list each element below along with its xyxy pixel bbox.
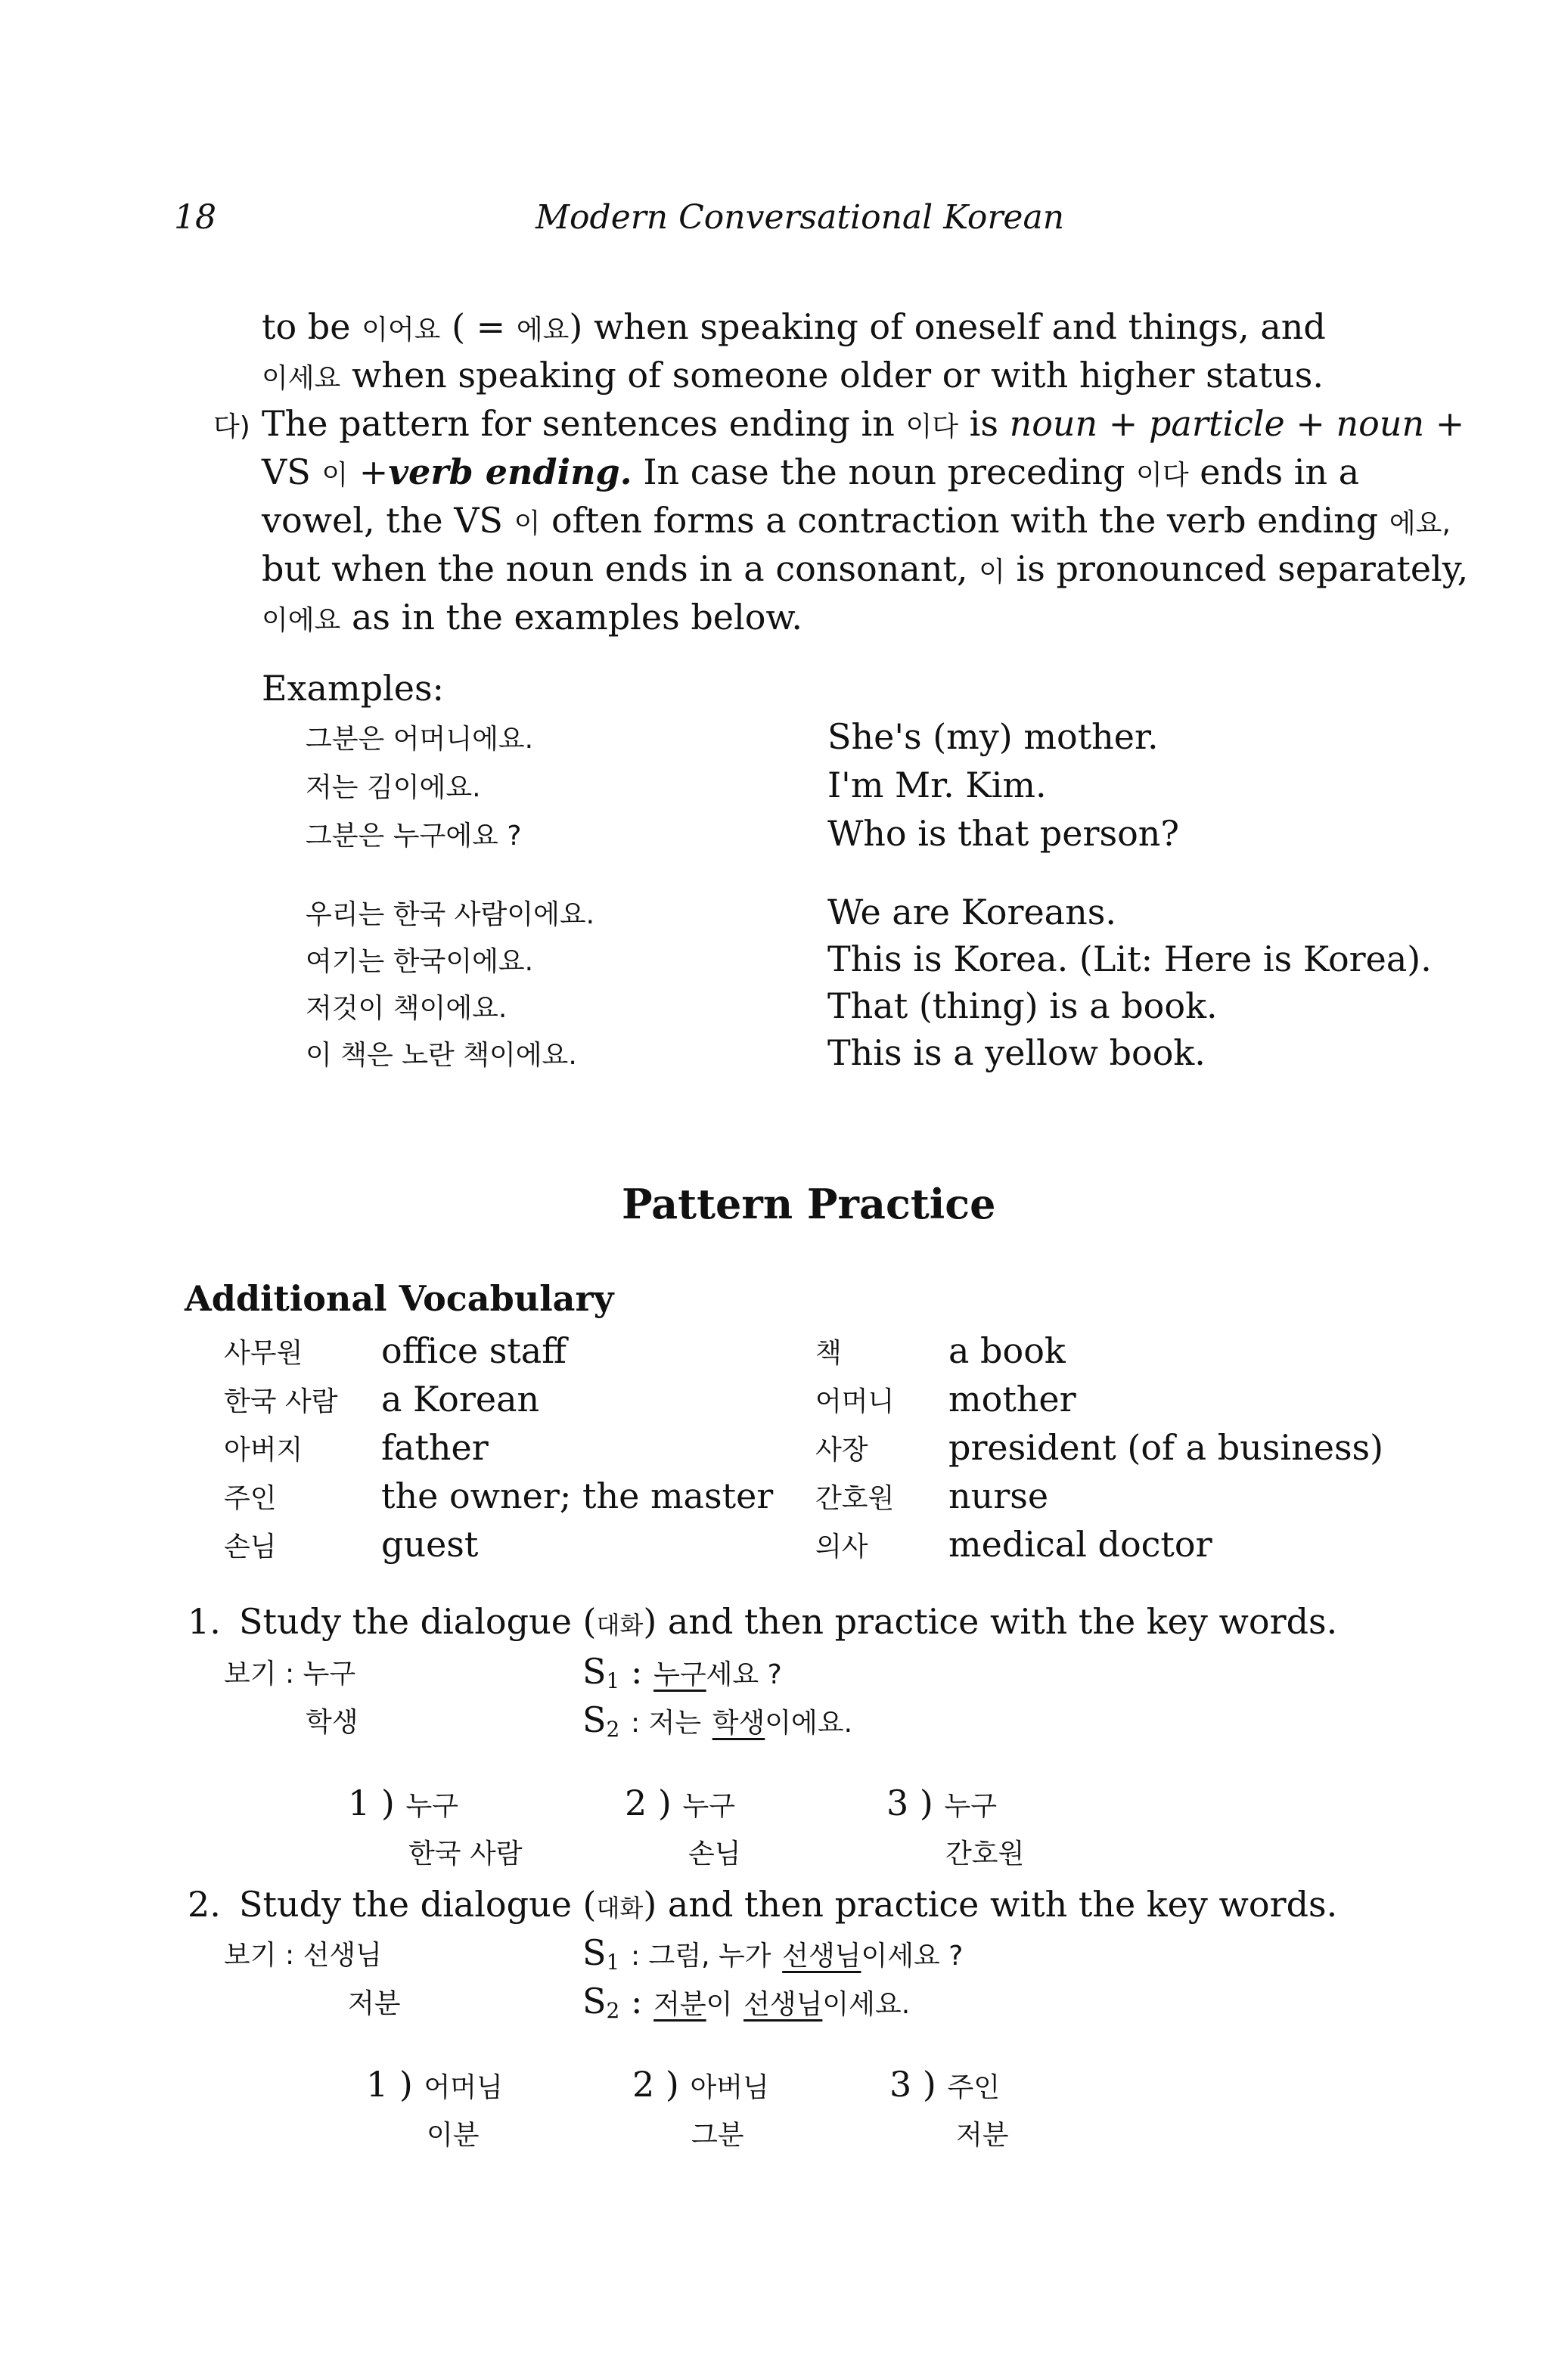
vocab-right-en-1: a book bbox=[948, 1330, 1066, 1371]
vocab-left-en-4: the owner; the master bbox=[381, 1475, 774, 1516]
vocab-right-en-4: nurse bbox=[948, 1475, 1049, 1516]
example-ko-2: 저는 김이에요. bbox=[306, 772, 481, 803]
vocab-left-ko-5: 손님 bbox=[224, 1531, 277, 1562]
example-en-7: This is a yellow book. bbox=[827, 1032, 1206, 1073]
vocab-right-ko-1: 책 bbox=[815, 1338, 842, 1369]
section-title: Pattern Practice bbox=[622, 1180, 996, 1228]
para-line-4: VS 이 +verb ending. In case the noun preceding 이다 ends in a bbox=[262, 451, 1360, 492]
vocab-left-ko-3: 아버지 bbox=[224, 1435, 303, 1466]
para-line-7: 이에요 as in the examples below. bbox=[262, 597, 802, 638]
vocab-right-ko-4: 간호원 bbox=[815, 1483, 895, 1514]
exercise-2-bogi-2: 저분 bbox=[348, 1988, 401, 2019]
exercise-2-key-2: 2 ) 아버님 bbox=[632, 2064, 769, 2105]
vocab-left-en-3: father bbox=[381, 1427, 489, 1468]
exercise-1-key-2: 2 ) 누구 bbox=[625, 1783, 736, 1823]
example-en-5: This is Korea. (Lit: Here is Korea). bbox=[827, 939, 1432, 979]
vocab-right-en-2: mother bbox=[948, 1379, 1076, 1420]
para-marker: 다) bbox=[213, 411, 250, 442]
exercise-2-key-1-b: 이분 bbox=[427, 2120, 480, 2151]
vocab-left-en-5: guest bbox=[381, 1524, 479, 1565]
example-ko-5: 여기는 한국이에요. bbox=[306, 946, 534, 977]
para-line-3: The pattern for sentences ending in 이다 is noun + particle + noun + bbox=[262, 403, 1465, 444]
example-en-3: Who is that person? bbox=[827, 813, 1180, 854]
example-ko-4: 우리는 한국 사람이에요. bbox=[306, 899, 595, 930]
exercise-1-bogi-2: 학생 bbox=[306, 1707, 359, 1738]
vocab-left-ko-2: 한국 사람 bbox=[224, 1386, 338, 1417]
vocab-heading: Additional Vocabulary bbox=[185, 1278, 614, 1319]
exercise-1-instruction: Study the dialogue (대화) and then practice with the key words. bbox=[239, 1601, 1338, 1642]
exercise-1-bogi: 보기 : 누구 bbox=[224, 1659, 356, 1690]
exercise-2-number: 2. bbox=[188, 1884, 221, 1925]
exercise-2-key-1: 1 ) 어머님 bbox=[366, 2064, 503, 2105]
example-en-2: I'm Mr. Kim. bbox=[827, 765, 1047, 805]
exercise-2-s1: $S_1$ : 그럼, 누가 선생님이세요 ? bbox=[582, 1932, 964, 1975]
example-ko-7: 이 책은 노란 책이에요. bbox=[306, 1040, 577, 1071]
vocab-left-en-1: office staff bbox=[381, 1330, 567, 1371]
examples-label: Examples: bbox=[262, 668, 445, 709]
running-title: Modern Conversational Korean bbox=[535, 198, 1065, 237]
vocab-right-ko-3: 사장 bbox=[815, 1435, 868, 1466]
exercise-2-instruction: Study the dialogue (대화) and then practice with the key words. bbox=[239, 1884, 1338, 1925]
example-ko-1: 그분은 어머니에요. bbox=[306, 724, 534, 755]
vocab-right-ko-2: 어머니 bbox=[815, 1386, 895, 1417]
exercise-2-key-3-b: 저분 bbox=[956, 2120, 1009, 2151]
example-ko-3: 그분은 누구에요 ? bbox=[306, 821, 522, 852]
vocab-right-en-3: president (of a business) bbox=[948, 1427, 1384, 1468]
vocab-left-ko-1: 사무원 bbox=[224, 1338, 303, 1369]
exercise-1-key-3: 3 ) 누구 bbox=[886, 1783, 998, 1823]
exercise-2-key-2-b: 그분 bbox=[691, 2120, 744, 2151]
exercise-1-s2: $S_2$ : 저는 학생이에요. bbox=[582, 1699, 853, 1742]
exercise-1-key-3-b: 간호원 bbox=[945, 1839, 1025, 1870]
exercise-1-number: 1. bbox=[188, 1601, 221, 1642]
exercise-1-key-1-b: 한국 사람 bbox=[408, 1839, 523, 1870]
para-line-2: 이세요 when speaking of someone older or with higher status. bbox=[262, 355, 1324, 396]
vocab-right-en-5: medical doctor bbox=[948, 1524, 1212, 1565]
exercise-1-key-2-b: 손님 bbox=[688, 1839, 741, 1870]
exercise-2-key-3: 3 ) 주인 bbox=[889, 2064, 1001, 2105]
para-line-5: vowel, the VS 이 often forms a contraction with the verb ending 에요, bbox=[262, 500, 1451, 541]
vocab-right-ko-5: 의사 bbox=[815, 1531, 868, 1562]
exercise-1-key-1: 1 ) 누구 bbox=[348, 1783, 459, 1823]
vocab-left-en-2: a Korean bbox=[381, 1379, 540, 1420]
para-line-1: to be 이어요 ( = 에요) when speaking of oneself and things, and bbox=[262, 306, 1326, 347]
example-ko-6: 저것이 책이에요. bbox=[306, 993, 508, 1024]
exercise-1-s1: $S_1$ : 누구세요 ? bbox=[582, 1651, 782, 1693]
example-en-1: She's (my) mother. bbox=[827, 716, 1159, 757]
example-en-6: That (thing) is a book. bbox=[827, 985, 1218, 1026]
exercise-2-s2: $S_2$ : 저분이 선생님이세요. bbox=[582, 1981, 911, 2023]
para-line-6: but when the noun ends in a consonant, 이 is pronounced separately, bbox=[262, 548, 1469, 589]
page-number: 18 bbox=[174, 198, 216, 237]
example-en-4: We are Koreans. bbox=[827, 892, 1116, 932]
vocab-left-ko-4: 주인 bbox=[224, 1483, 277, 1514]
exercise-2-bogi: 보기 : 선생님 bbox=[224, 1940, 382, 1971]
